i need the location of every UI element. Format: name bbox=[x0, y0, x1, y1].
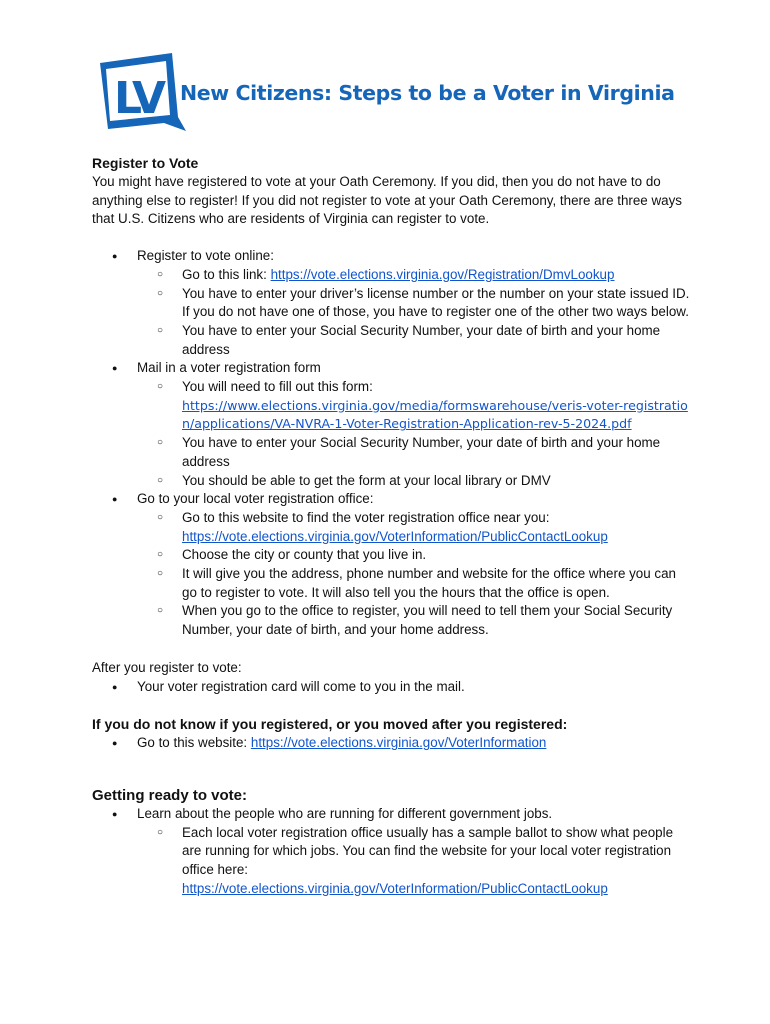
list-item: ○ You have to enter your Social Security Number, your date of birth and your home address bbox=[137, 434, 692, 471]
online-label: Register to vote online: bbox=[137, 248, 274, 264]
unknown-heading: If you do not know if you registered, or you moved after you registered: bbox=[92, 716, 568, 733]
list-item bbox=[92, 490, 692, 640]
mail-form-link[interactable]: https://www.elections.virginia.gov/media/formswarehouse/veris-voter-registration/applications/VA-NVRA-1-Voter-Registration-Application-rev-5-2024.pdf bbox=[182, 397, 688, 432]
list-item bbox=[92, 805, 692, 899]
list-item: ○ Choose the city or county that you live in. bbox=[137, 546, 692, 565]
mail-label: Mail in a voter registration form bbox=[137, 360, 321, 376]
office-find-text: Go to this website to find the voter registration office near you: bbox=[182, 509, 550, 525]
list-item: ○ You should be able to get the form at your local library or DMV bbox=[137, 472, 692, 491]
list-item bbox=[137, 266, 692, 285]
register-intro: You might have registered to vote at your Oath Ceremony. If you did, then you do not have to do anything else to register! If you did not register to vote at your Oath Ceremony, there are three ways that U.S. Citizens who are residents of Virginia can register to vote. bbox=[92, 174, 682, 227]
list-item: ○ When you go to the office to register, you will need to tell them your Social Security Number, your date of birth, and your home address. bbox=[137, 602, 692, 639]
list-item: ○ You have to enter your Social Security Number, your date of birth and your home address bbox=[137, 322, 692, 359]
list-item bbox=[92, 247, 692, 359]
list-item bbox=[92, 734, 692, 753]
after-label: After you register to vote: bbox=[92, 659, 242, 675]
mail-fill-text: You will need to fill out this form: bbox=[182, 379, 373, 395]
unknown-prefix: Go to this website: bbox=[137, 735, 251, 751]
office-label: Go to your local voter registration office: bbox=[137, 491, 374, 507]
list-item bbox=[92, 359, 692, 490]
ready-heading: Getting ready to vote: bbox=[92, 786, 248, 804]
office-lookup-link[interactable]: https://vote.elections.virginia.gov/VoterInformation/PublicContactLookup bbox=[182, 528, 608, 544]
list-item bbox=[137, 509, 692, 546]
online-registration-link[interactable]: https://vote.elections.virginia.gov/Registration/DmvLookup bbox=[270, 266, 615, 282]
list-item: ○ You have to enter your driver’s license number or the number on your state issued ID. If you do not have one of those, you have to register one of the other two ways below. bbox=[137, 285, 692, 322]
list-item bbox=[137, 824, 692, 899]
register-heading: Register to Vote bbox=[92, 155, 199, 171]
list-item: ● Your voter registration card will come to you in the mail. bbox=[92, 678, 692, 697]
ready-sample-text: Each local voter registration office usually has a sample ballot to show what people are running for which jobs. You can find the website for your local voter registration office here: bbox=[182, 824, 674, 878]
logo-text: LV bbox=[114, 73, 163, 124]
register-methods-list bbox=[92, 247, 692, 640]
lv-logo-icon bbox=[94, 53, 190, 133]
page-title: New Citizens: Steps to be a Voter in Virginia bbox=[180, 81, 675, 105]
online-link-prefix: Go to this link: bbox=[182, 266, 271, 282]
list-item: ○ It will give you the address, phone number and website for the office where you can go to register to vote. It will also tell you the hours that the office is open. bbox=[137, 565, 692, 602]
ready-office-link[interactable]: https://vote.elections.virginia.gov/VoterInformation/PublicContactLookup bbox=[182, 880, 608, 896]
ready-learn: Learn about the people who are running for different government jobs. bbox=[137, 805, 553, 821]
voter-information-link[interactable]: https://vote.elections.virginia.gov/VoterInformation bbox=[250, 735, 547, 751]
list-item bbox=[137, 378, 692, 434]
document-body bbox=[92, 154, 692, 899]
